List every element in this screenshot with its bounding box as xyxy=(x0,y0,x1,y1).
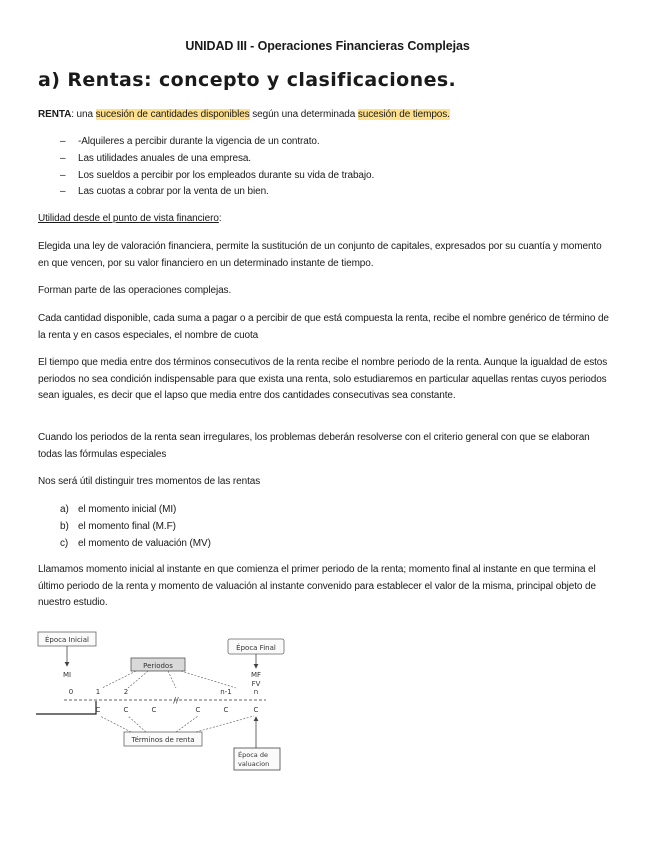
moments-list xyxy=(60,501,211,552)
epoca-final-label: Época Final xyxy=(236,644,276,652)
document-title: UNIDAD III - Operaciones Financieras Complejas xyxy=(185,39,470,53)
terminos-pointer-2 xyxy=(128,716,146,732)
paragraph-definiciones: Llamamos momento inicial al instante en que comienza el primer periodo de la renta; momento final al instante en que termina el último periodo de la renta y momento de valuación al instante convenido para establecer el valor de la misma, principal objeto de nuestro estudio. xyxy=(38,564,596,608)
term-c-4: C xyxy=(195,706,201,714)
timeline-break: // xyxy=(173,696,179,705)
list-item: b) el momento final (M.F) xyxy=(60,521,176,532)
tick-0: 0 xyxy=(68,688,74,696)
bullet-marker: – xyxy=(60,169,66,181)
terminos-pointer-3 xyxy=(176,716,198,732)
list-item: – Los sueldos a percibir por los empleados durante su vida de trabajo. xyxy=(60,168,374,185)
tick-2: 2 xyxy=(123,688,129,696)
periodos-pointer-4 xyxy=(181,671,236,688)
definition-text-2: según una determinada xyxy=(249,109,358,120)
paragraph-termino: Cada cantidad disponible, cada suma a pagar o a percibir de que está compuesta la renta, recibe el nombre genérico de término de la renta y en casos especiales, el nombre de cuota xyxy=(38,313,609,341)
renta-definition xyxy=(38,107,613,124)
highlight-cantidades: sucesión de cantidades disponibles xyxy=(95,109,250,120)
epoca-valuacion-line-2: valuacion xyxy=(238,760,270,768)
tick-n-1: n-1 xyxy=(220,688,232,696)
renta-timeline-diagram xyxy=(36,628,296,778)
paragraph-valoracion: Elegida una ley de valoración financiera, permite la sustitución de un conjunto de capitales, expresados por su cuantía y momento en que vencen, por su valor financiero en un determinado instante de tiempo. xyxy=(38,241,602,269)
term-c-2: C xyxy=(123,706,129,714)
epoca-valuacion-line-1: Época de xyxy=(238,751,268,759)
renta-term: RENTA xyxy=(38,109,72,120)
paragraph-momentos-intro: Nos será útil distinguir tres momentos de las rentas xyxy=(38,476,261,487)
section-heading: a) Rentas: concepto y clasificaciones. xyxy=(38,69,457,91)
bullet-marker: – xyxy=(60,186,66,198)
mf-label: MF xyxy=(250,671,262,679)
periodos-pointer-2 xyxy=(128,671,148,688)
term-c-6: C xyxy=(253,706,259,714)
paragraph-periodo: El tiempo que media entre dos términos consecutivos de la renta recibe el nombre periodo de la renta. Aunque la igualdad de estos periodos no sea condición indispensable para que exista una renta, solo estudiaremos en particular aquellas rentas cuyos periodos sean iguales, es decir que el lapso que media entre dos cantidades consecutivas sea constante. xyxy=(38,357,608,401)
list-item: – -Alquileres a percibir durante la vigencia de un contrato. xyxy=(60,134,374,151)
examples-list xyxy=(60,134,374,201)
terminos-pointer-4 xyxy=(196,716,254,732)
periodos-pointer-3 xyxy=(168,671,176,688)
list-item: a) el momento inicial (MI) xyxy=(60,504,177,515)
fv-label: FV xyxy=(251,680,261,688)
list-item: – Las utilidades anuales de una empresa. xyxy=(60,151,374,168)
mi-label: MI xyxy=(62,671,72,679)
tick-1: 1 xyxy=(95,688,101,696)
bullet-marker: – xyxy=(60,152,66,164)
periodos-label: Periodos xyxy=(143,662,173,670)
term-c-1: C xyxy=(95,706,101,714)
term-c-5: C xyxy=(223,706,229,714)
tick-n: n xyxy=(253,688,259,696)
paragraph-irregulares: Cuando los periodos de la renta sean irregulares, los problemas deberán resolverse con el criterio general con que se elaboran todas las fórmulas especiales xyxy=(38,432,590,460)
highlight-tiempos: sucesión de tiempos. xyxy=(357,109,450,120)
paragraph-operaciones: Forman parte de las operaciones complejas. xyxy=(38,285,232,296)
definition-text-1: : una xyxy=(71,109,96,120)
term-c-3: C xyxy=(151,706,157,714)
terminos-label: Términos de renta xyxy=(131,736,195,744)
list-item: c) el momento de valuación (MV) xyxy=(60,538,211,549)
bullet-marker: – xyxy=(60,136,66,147)
list-item: – Las cuotas a cobrar por la venta de un bien. xyxy=(60,184,374,201)
utility-heading: Utilidad desde el punto de vista financiero: xyxy=(38,213,222,224)
terminos-pointer-1 xyxy=(100,716,131,732)
epoca-inicial-label: Época Inicial xyxy=(45,636,89,644)
left-bracket-line xyxy=(36,701,96,714)
